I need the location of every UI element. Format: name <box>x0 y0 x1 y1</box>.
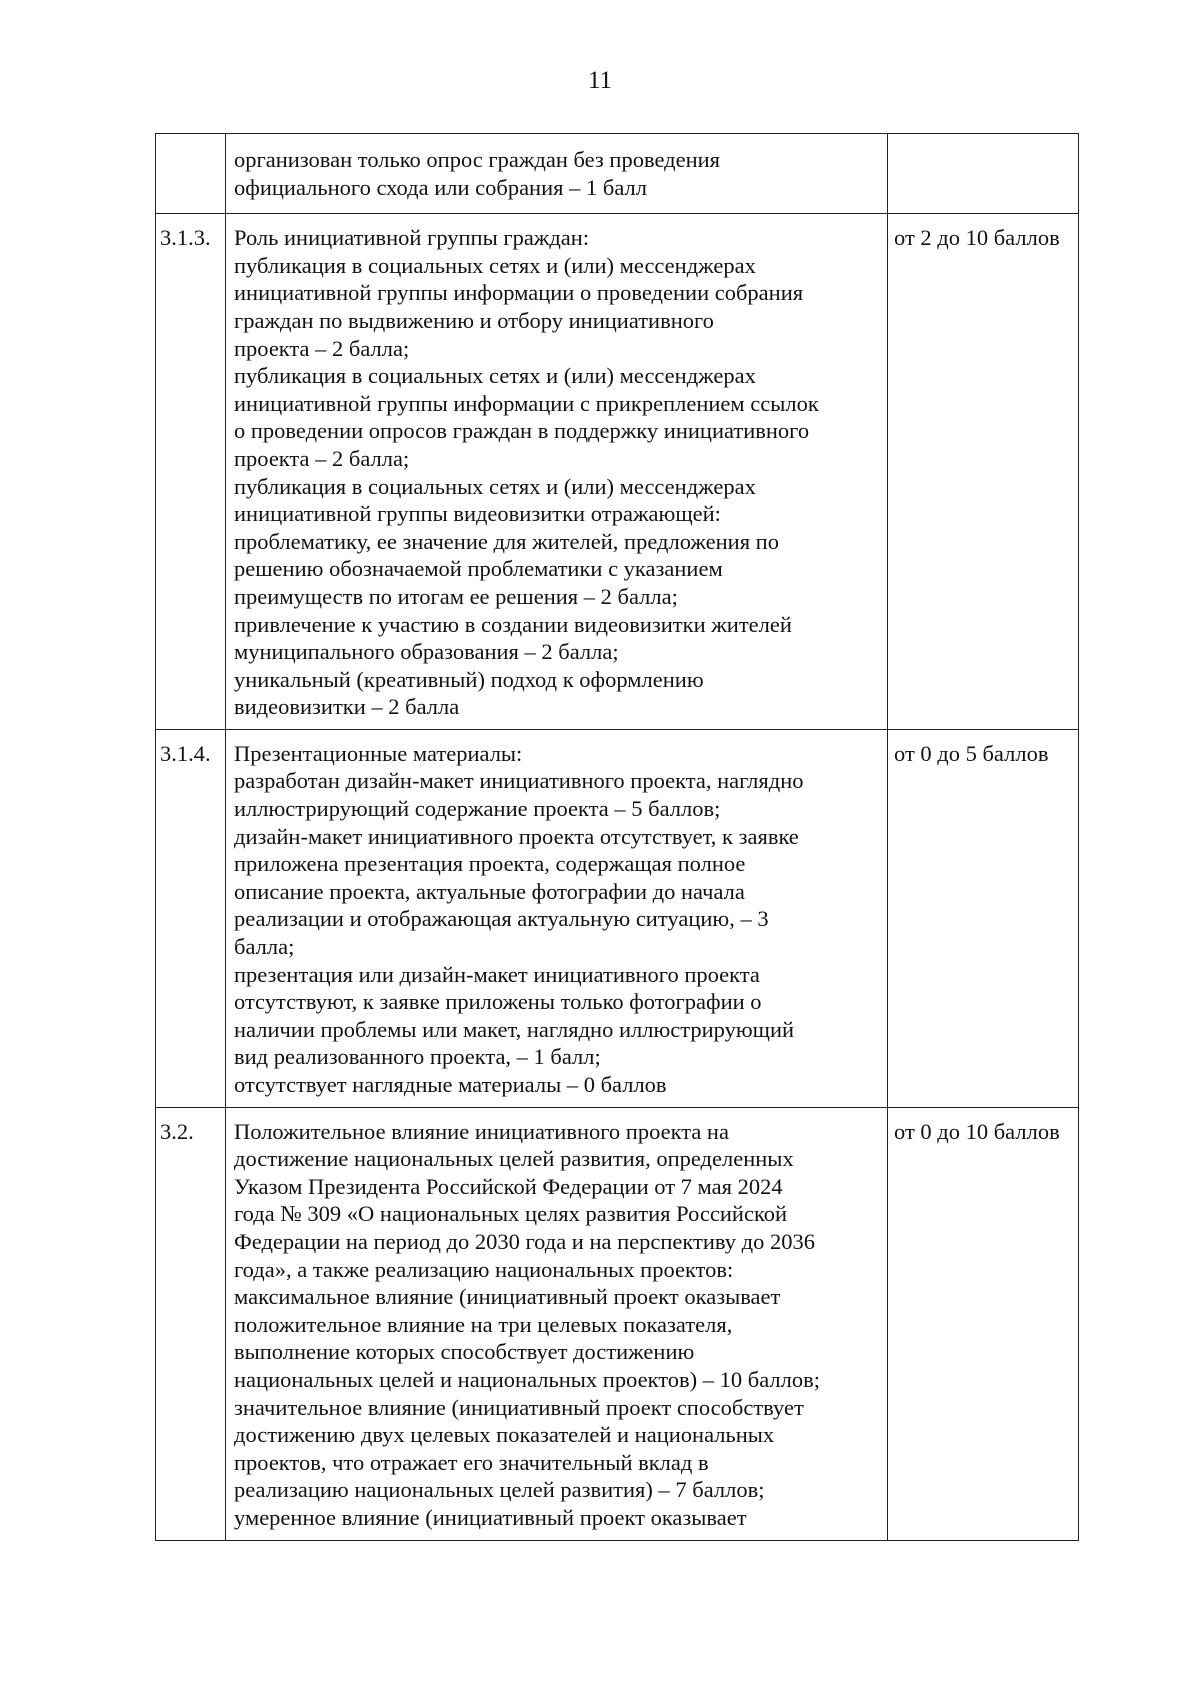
description-line: достижение национальных целей развития, определенных <box>234 1146 794 1172</box>
description-line: реализации и отображающая актуальную ситуацию, – 3 <box>234 906 769 932</box>
description-line: граждан по выдвижению и отбору инициативного <box>234 307 714 333</box>
description-line: положительное влияние на три целевых показателя, <box>234 1311 733 1337</box>
description-line: презентация или дизайн-макет инициативного проекта <box>234 961 760 987</box>
description-line: Положительное влияние инициативного проекта на <box>234 1118 729 1144</box>
description-line: выполнение которых способствует достижению <box>234 1339 695 1365</box>
description-line: Указом Президента Российской Федерации от 7 мая 2024 <box>234 1173 783 1199</box>
description-line: публикация в социальных сетях и (или) мессенджерах <box>234 473 756 499</box>
description-line: достижению двух целевых показателей и национальных <box>234 1422 775 1448</box>
description-line: отсутствует наглядные материалы – 0 баллов <box>234 1072 667 1097</box>
description-line: проектов, что отражает его значительный вклад в <box>234 1449 709 1475</box>
description-line: решению обозначаемой проблематики с указанием <box>234 556 723 582</box>
criterion-score: от 2 до 10 баллов <box>888 214 1079 730</box>
description-line: национальных целей и национальных проектов) – 10 баллов; <box>234 1366 820 1392</box>
criteria-table-body <box>156 134 1079 1541</box>
criterion-score <box>888 134 1079 214</box>
criterion-score: от 0 до 5 баллов <box>888 729 1079 1107</box>
description-line: Презентационные материалы: <box>234 740 523 766</box>
description-line: разработан дизайн-макет инициативного проекта, наглядно <box>234 768 804 794</box>
description-line: муниципального образования – 2 балла; <box>234 639 619 665</box>
description-line: публикация в социальных сетях и (или) мессенджерах <box>234 252 756 278</box>
description-line: уникальный (креативный) подход к оформлению <box>234 666 704 692</box>
description-line: описание проекта, актуальные фотографии до начала <box>234 878 745 904</box>
criterion-number: 3.2. <box>156 1107 226 1540</box>
description-line: Федерации на период до 2030 года и на перспективу до 2036 <box>234 1228 815 1254</box>
page-number: 11 <box>587 67 613 94</box>
description-line: иллюстрирующий содержание проекта – 5 баллов; <box>234 796 721 822</box>
description-line: балла; <box>234 934 295 960</box>
description-line: публикация в социальных сетях и (или) мессенджерах <box>234 363 756 389</box>
criterion-description <box>226 134 888 214</box>
description-line: привлечение к участию в создании видеовизитки жителей <box>234 611 792 637</box>
description-line: максимальное влияние (инициативный проект оказывает <box>234 1284 781 1310</box>
description-line: инициативной группы информации о проведении собрания <box>234 280 804 306</box>
description-line: инициативной группы видеовизитки отражающей: <box>234 501 721 527</box>
description-line: проблематику, ее значение для жителей, предложения по <box>234 528 779 554</box>
criterion-number: 3.1.3. <box>156 214 226 730</box>
criterion-number <box>156 134 226 214</box>
description-line: о проведении опросов граждан в поддержку инициативного <box>234 418 810 444</box>
description-line: наличии проблемы или макет, наглядно иллюстрирующий <box>234 1016 795 1042</box>
description-line: видеовизитки – 2 балла <box>234 694 460 720</box>
criterion-description <box>226 1107 888 1540</box>
table-row <box>156 729 1079 1107</box>
criterion-description <box>226 729 888 1107</box>
description-line: инициативной группы информации с прикреплением ссылок <box>234 390 819 416</box>
description-line: Роль инициативной группы граждан: <box>234 225 590 251</box>
description-line: преимуществ по итогам ее решения – 2 балла; <box>234 583 678 609</box>
description-line: официального схода или собрания – 1 балл <box>234 174 647 200</box>
description-line: года № 309 «О национальных целях развития Российской <box>234 1201 788 1227</box>
description-line: умеренное влияние (инициативный проект оказывает <box>234 1504 747 1530</box>
table-row <box>156 134 1079 214</box>
description-line: приложена презентация проекта, содержащая полное <box>234 851 746 877</box>
criterion-number: 3.1.4. <box>156 729 226 1107</box>
criterion-score: от 0 до 10 баллов <box>888 1107 1079 1540</box>
description-line: реализацию национальных целей развития) – 7 баллов; <box>234 1477 765 1503</box>
description-line: организован только опрос граждан без проведения <box>234 147 721 172</box>
table-row <box>156 214 1079 730</box>
description-line: проекта – 2 балла; <box>234 445 410 471</box>
criteria-table <box>155 133 1079 1541</box>
description-line: значительное влияние (инициативный проект способствует <box>234 1394 804 1420</box>
criterion-description <box>226 214 888 730</box>
table-row <box>156 1107 1079 1540</box>
description-line: отсутствуют, к заявке приложены только фотографии о <box>234 989 762 1015</box>
description-line: дизайн-макет инициативного проекта отсутствует, к заявке <box>234 823 799 849</box>
description-line: вид реализованного проекта, – 1 балл; <box>234 1044 601 1070</box>
description-line: проекта – 2 балла; <box>234 335 410 361</box>
description-line: года», а также реализацию национальных проектов: <box>234 1256 734 1282</box>
